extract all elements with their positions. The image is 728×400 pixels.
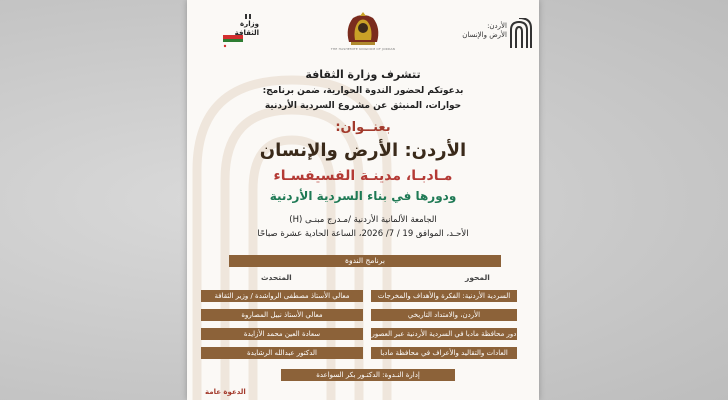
topic-row-1: السردية الأردنية: الفكرة والأهداف والمخرجات <box>371 290 517 302</box>
speakers-column-heading: المتحدث <box>261 273 292 282</box>
moderator-bar: إدارة النـدوة: الدكتـور بكر السواعدة <box>281 369 455 381</box>
topic-row-2: الأردن، والامتداد التاريخي <box>371 309 517 321</box>
title-label: بعنــوان: <box>335 120 391 135</box>
date-time-line: الأحـد، الموافق 19 / 7/ 2026، الساعة الحادية عشرة صباحًا <box>257 229 469 239</box>
topic-row-3: دور محافظة مادبا في السردية الأردنية عبر العصور <box>371 330 517 338</box>
program-line: حوارات، المنبثق عن مشروع السردية الأردنية <box>264 101 462 111</box>
narrative-logo-text: الأردن: الأرض والإنسان <box>462 22 507 39</box>
topics-column-heading: المحور <box>465 273 490 282</box>
speaker-row-2: معالي الأستاذ نبيل المصاروة <box>201 309 363 321</box>
speaker-row-4: الدكتور عبدالله الرشايدة <box>201 347 363 359</box>
program-header-bar: برنامج الندوة <box>229 255 501 267</box>
invitation-line: بدعوتكم لحضور الندوة الحوارية، ضمن برنامج: <box>262 86 464 96</box>
host-line: تتشرف وزارة الثقافة <box>305 68 421 81</box>
speaker-row-3: سعادة العين محمد الأزايدة <box>201 328 363 340</box>
main-title: الأردن: الأرض والإنسان <box>259 140 467 161</box>
speaker-row-1: معالي الأستاذ مصطفى الرواشدة / وزير الثقافة <box>201 290 363 302</box>
crest-caption: THE HASHEMITE KINGDOM OF JORDAN <box>330 47 396 51</box>
venue-line: الجامعة الألمانية الأردنية /مـدرج مبنـى (H) <box>289 215 437 225</box>
invitation-card <box>187 0 539 400</box>
subtitle-narrative-role: ودورها في بناء السردية الأردنية <box>269 189 457 203</box>
subtitle-madaba: مـادبـا، مدينـة الفسيفسـاء <box>273 168 453 184</box>
coat-of-arms-icon <box>343 12 383 48</box>
topic-row-4: العادات والتقاليد والأعراف في محافظة مادبا <box>371 347 517 359</box>
ministry-logo-text: وزارة الثقافة <box>234 20 259 37</box>
public-invitation-note: الدعوة عامة <box>205 388 246 396</box>
